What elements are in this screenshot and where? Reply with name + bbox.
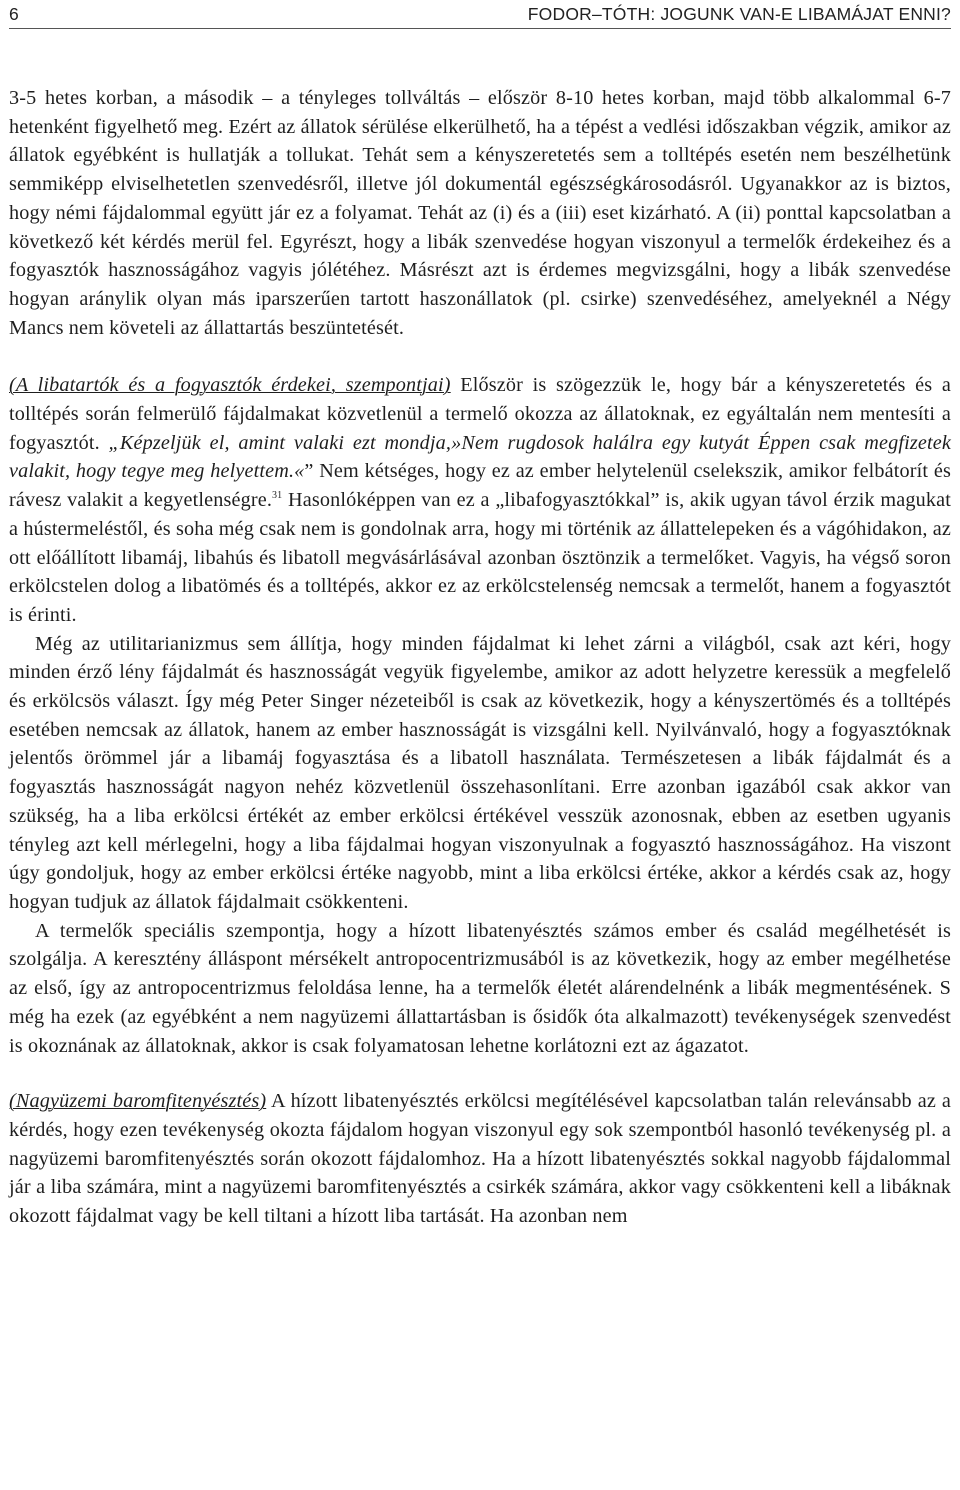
page-number: 6 xyxy=(9,4,19,24)
paragraph-1-part-b: Tehát sem a kényszeretetés sem a tolltépés esetén nem beszélhetünk semmiképp elviselhetetlen szenvedésről, illetve jól dokumentál egészségkárosodásról. Ugyanakkor az is biztos, hogy némi fájdalommal együtt jár ez a folyamat. Tehát az (i) és a (iii) eset kizárható. A (ii) ponttal kapcsolatban a következő két kérdés merül fel. xyxy=(9,144,951,253)
paragraph-5-text: A hízott libatenyésztés erkölcsi megítélésével kapcsolatban talán relevánsabb az a kérdés, hogy ezen tevékenység okozta fájdalom hogyan viszonyul egy sok szempontból hasonló tevékenység pl. a nagyüzemi baromfitenyésztés során okozott fájdalomhoz. Ha a hízott libatenyésztés sokkal nagyobb fájdalommal jár a liba számára, mint a nagyüzemi baromfitenyésztés a csirkék számára, akkor vagy csökkenteni kell a libáknak okozott fájdalmat vagy be kell tiltani a hízott liba tartását. Ha azonban nem xyxy=(9,1090,951,1228)
paragraph-2-part-c: Hasonlóképpen van ez a „libafogyasztókkal” is, akik ugyan távol érzik magukat a hústermeléstől, és soha még csak nem is gondolnak arra, hogy mi történik az állattelepeken és a vágóhidakon, az ott előállított libamáj, libahús és libatoll megvásárlásával azonban ösztönzik a termelőket. Vagyis, ha végső soron erkölcstelen dolog a libatömés és a tolltépés, akkor ez az erkölcstelenség nemcsak a termelőt, hanem a fogyasztót is érinti. xyxy=(9,489,951,626)
paragraph-4: A termelők speciális szempontja, hogy a hízott libatenyésztés számos ember és család megélhetését is szolgálja. A keresztény álláspont mérsékelt antropocentrizmusából is az következik, hogy az ember megélhetése az első, így az antropocentrizmus feloldása lenne, ha a termelők életét alárendelnénk a libák megmentésének. S még ha ezek (az egyébként a nem nagyüzemi állattartásban is ősidők óta alkalmazott) tevékenységek szenvedést is okoznának az állatoknak, akkor is csak folyamatosan lehetne korlátozni ezt az ágazatot. xyxy=(9,919,951,1057)
section-heading-poultry: (Nagyüzemi baromfitenyésztés) xyxy=(9,1090,267,1113)
singer-quote: „Képzeljük el, amint valaki ezt mondja,»Nem rugdosok halálra egy kutyát Éppen csak megfizetek valakit, hogy tegye meg helyettem.« xyxy=(9,431,951,483)
paragraph-1 xyxy=(9,84,951,342)
paragraph-1-part-a: 3-5 hetes korban, a második – a tényleges tollváltás – először 8-10 hetes korban, majd több alkalommal 6-7 hetenként figyelhető meg. Ezért az állatok sérülése elkerülhető, ha a tépést a vedlési időszakban végzik, amikor az állatok egyébként is hullatják a tollukat. xyxy=(9,87,951,167)
paragraph-1-part-c: Egyrészt, hogy a libák szenvedése hogyan viszonyul a termelők érdekeihez és a fogyasztók hasznosságához vagyis jólétéhez. Másrészt azt is érdemes megvizsgálni, hogy a libák szenvedése hogyan aránylik olyan más iparszerűen tartott haszonállatok (pl. csirke) szenvedéséhez, amelyeknél a Négy Mancs nem követeli az állattartás beszüntetését. xyxy=(9,230,951,339)
paragraph-3: Még az utilitarianizmus sem állítja, hogy minden fájdalmat ki lehet zárni a világból, csak azt kéri, hogy minden érző lény fájdalmát és hasznosságát vegyük figyelembe, amikor az adott helyzetre keressük a megfelelő és erkölcsös választ. Így még Peter Singer nézeteiből is csak az következik, hogy a kényszertömés és a tolltépés esetében nemcsak az állatok, hanem az ember hasznosságát is vizsgálni kell. Nyilvánvaló, hogy a fogyasztóknak jelentős örömmel jár a libamáj fogyasztása és a libatoll használata. Természetesen a libák fájdalmát és a fogyasztás hasznosságát nagyon nehéz közvetlenül összehasonlítani. Erre azonban igazából csak akkor van szükség, ha a liba erkölcsi értékét az ember erkölcsi értékével vesszük azonosnak, ebben az esetben ugyanis tényleg azt kell mérlegelni, hogy a liba fájdalmai hogyan viszonyulnak a fogyasztó hasznosságához. Ha viszont úgy gondoljuk, hogy az ember erkölcsi értéke nagyobb, mint a liba erkölcsi értéke, akkor a kérdés csak az, hogy hogyan tudjuk az állatok fájdalmait csökkenteni. xyxy=(9,632,951,913)
footnote-ref: 31 xyxy=(272,490,283,502)
paragraph-2-part-b: ” Nem kétséges, hogy ez az ember helytelenül cselekszik, amikor felbátorít és rávesz valakit a kegyetlenségre. xyxy=(9,460,951,512)
paragraph-2-part-a: Először is szögezzük le, hogy bár a kényszeretetés és a tolltépés során felmerülő fájdalmakat közvetlenül a termelő okozza az állatoknak, ez egyáltalán nem mentesíti a fogyasztót. xyxy=(9,374,951,454)
running-header xyxy=(9,4,951,29)
running-title: FODOR–TÓTH: JOGUNK VAN-E LIBAMÁJAT ENNI? xyxy=(527,4,951,24)
body-text xyxy=(9,84,951,1231)
section-heading-interests: (A libatartók és a fogyasztók érdekei, szempontjai) xyxy=(9,374,451,397)
paragraph-2 xyxy=(9,371,951,629)
paragraph-5 xyxy=(9,1087,951,1231)
